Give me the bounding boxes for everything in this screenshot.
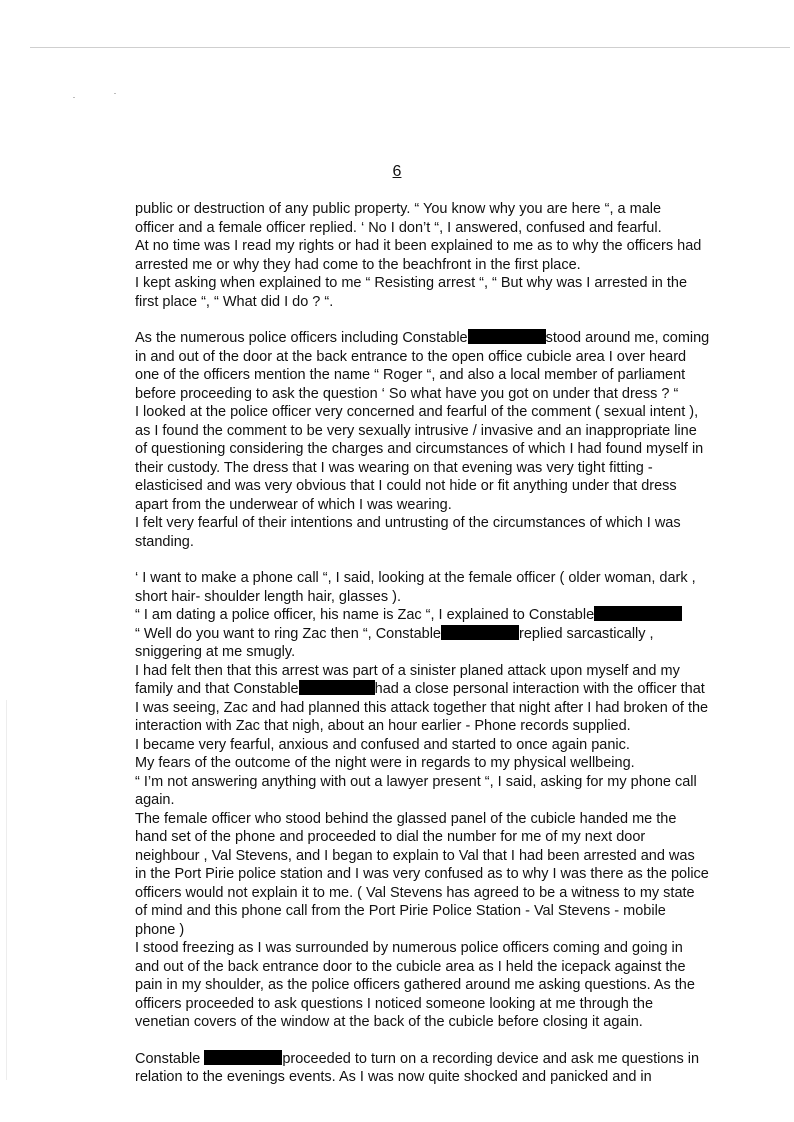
paragraph-dress-question: [135, 329, 775, 551]
text-line: The female officer who stood behind the glassed panel of the cubicle handed me the: [135, 810, 677, 827]
paragraph-gap: [135, 551, 775, 569]
text-line: I became very fearful, anxious and confused and started to once again panic.: [135, 736, 630, 753]
text-segment: stood around me, coming: [545, 330, 710, 346]
text-line: pain in my shoulder, as the police officers gathered around me asking questions. As the: [135, 977, 695, 993]
text-line: their custody. The dress that I was wearing on that evening was very tight fitting -: [135, 459, 653, 476]
text-line: officer and a female officer replied. ‘ No I don’t “, I answered, confused and fearful.: [135, 219, 662, 236]
text-line: in the Port Pirie police station and I was very confused as to why I was there as the police: [135, 866, 709, 882]
text-line: [135, 680, 775, 699]
text-line: one of the officers mention the name “ Roger “, and also a local member of parliament: [135, 367, 686, 383]
text-line: I was seeing, Zac and had planned this attack together that night after I had broken of the: [135, 699, 709, 716]
text-line: At no time was I read my rights or had it been explained to me as to why the officers had: [135, 238, 702, 254]
scan-speck: [73, 97, 75, 98]
text-line: officers would not explain it to me. ( Val Stevens has agreed to be a witness to my state: [135, 884, 695, 901]
text-segment: had a close personal interaction with the officer that: [374, 681, 705, 697]
redaction-box: [299, 680, 375, 695]
text-segment: Constable: [135, 1050, 201, 1067]
text-line: apart from the underwear of which I was wearing.: [135, 496, 452, 513]
text-segment: proceeded to turn on a recording device and ask me questions in: [282, 1050, 700, 1067]
redaction-box: [441, 625, 519, 640]
text-line: [135, 1050, 775, 1069]
paragraph-gap: [135, 1032, 775, 1050]
text-line: I felt very fearful of their intentions and untrusting of the circumstances of which I was: [135, 515, 681, 531]
paragraph-recording-device: [135, 1050, 775, 1087]
redaction-box: [204, 1050, 282, 1065]
text-line: ‘ I want to make a phone call “, I said, looking at the female officer ( older woman, dark ,: [135, 570, 696, 586]
text-line: again.: [135, 792, 175, 808]
text-line: elasticised and was very obvious that I could not hide or fit anything under that dress: [135, 478, 677, 494]
text-line: I kept asking when explained to me “ Resisting arrest “, “ But why was I arrested in the: [135, 275, 688, 291]
text-segment: “ Well do you want to ring Zac then “, Constable: [135, 625, 441, 642]
text-line: of mind and this phone call from the Port Pirie Police Station - Val Stevens - mobile: [135, 903, 666, 919]
text-line: of questioning considering the charges and circumstances of which I had found myself in: [135, 441, 704, 457]
text-line: as I found the comment to be very sexually intrusive / invasive and an inappropriate line: [135, 422, 697, 439]
text-line: [135, 329, 775, 348]
text-segment: family and that Constable: [135, 681, 299, 697]
text-line: I had felt then that this arrest was part of a sinister planed attack upon myself and my: [135, 662, 680, 679]
scan-speck: [114, 93, 116, 94]
text-line: public or destruction of any public property. “ You know why you are here “, a male: [135, 201, 662, 217]
text-line: “ I’m not answering anything with out a lawyer present “, I said, asking for my phone call: [135, 773, 697, 790]
text-line: before proceeding to ask the question ‘ So what have you got on under that dress ? “: [135, 385, 679, 402]
text-line: officers proceeded to ask questions I noticed someone looking at me through the: [135, 995, 654, 1012]
paragraph-phone-call: [135, 569, 775, 1032]
text-line: My fears of the outcome of the night were in regards to my physical wellbeing.: [135, 755, 635, 771]
paragraph-arrest-questions: [135, 200, 775, 311]
text-line: I looked at the police officer very concerned and fearful of the comment ( sexual intent ),: [135, 404, 699, 420]
text-line: interaction with Zac that nigh, about an hour earlier - Phone records supplied.: [135, 718, 631, 734]
text-line: short hair- shoulder length hair, glasses ).: [135, 588, 401, 605]
text-line: and out of the back entrance door to the cubicle area as I held the icepack against the: [135, 958, 686, 975]
text-line: hand set of the phone and proceeded to dial the number for me of my next door: [135, 829, 646, 845]
text-line: standing.: [135, 533, 194, 550]
text-segment: replied sarcastically ,: [519, 625, 654, 642]
scan-left-edge-shadow: [6, 700, 7, 1080]
redaction-box: [468, 329, 546, 344]
text-line: sniggering at me smugly.: [135, 644, 296, 660]
text-line: relation to the evenings events. As I was now quite shocked and panicked and in: [135, 1069, 652, 1085]
text-segment: As the numerous police officers including Constable: [135, 330, 468, 346]
text-segment: “ I am dating a police officer, his name is Zac “, I explained to Constable: [135, 607, 595, 623]
paragraph-gap: [135, 311, 775, 329]
text-line: first place “, “ What did I do ? “.: [135, 293, 334, 310]
text-line: [135, 625, 775, 644]
text-line: neighbour , Val Stevens, and I began to explain to Val that I had been arrested and was: [135, 847, 695, 864]
page-number: 6: [392, 163, 402, 180]
text-line: phone ): [135, 921, 185, 938]
scan-top-edge-line: [30, 47, 790, 48]
redaction-box: [594, 606, 682, 621]
text-line: in and out of the door at the back entrance to the open office cubicle area I over heard: [135, 348, 687, 365]
document-body: [135, 200, 775, 1087]
text-line: venetian covers of the window at the back of the cubicle before closing it again.: [135, 1014, 643, 1030]
text-line: [135, 606, 775, 625]
text-line: I stood freezing as I was surrounded by numerous police officers coming and going in: [135, 940, 683, 956]
text-line: arrested me or why they had come to the beachfront in the first place.: [135, 256, 581, 273]
